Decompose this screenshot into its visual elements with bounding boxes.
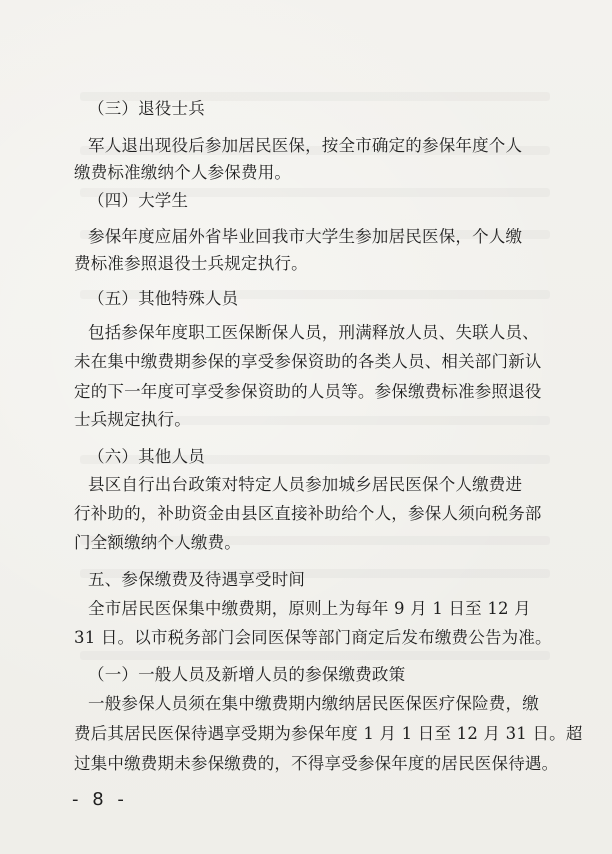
paragraph-line: 包括参保年度职工医保断保人员，刑满释放人员、失联人员、 — [88, 323, 539, 342]
paragraph-line: 士兵规定执行。 — [74, 410, 191, 429]
paragraph-line: 军人退出现役后参加居民医保，按全市确定的参保年度个人 — [88, 136, 523, 155]
paragraph-line: 门全额缴纳个人缴费。 — [74, 533, 241, 552]
background-bleed-through — [80, 651, 550, 660]
paragraph-line: 定的下一年度可享受参保资助的人员等。参保缴费标准参照退役 — [74, 382, 542, 401]
section-heading-others: （六）其他人员 — [88, 447, 205, 466]
paragraph-line: 行补助的，补助资金由县区直接补助给个人，参保人须向税务部 — [74, 504, 542, 523]
page-number: - 8 - — [72, 789, 128, 810]
section-heading-university: （四）大学生 — [88, 191, 189, 210]
paragraph-line: 未在集中缴费期参保的享受参保资助的各类人员、相关部门新认 — [74, 352, 542, 371]
section-heading-timing: 五、参保缴费及待遇享受时间 — [88, 570, 306, 589]
paragraph-line: 31 日。以市税务部门会同医保等部门商定后发布缴费公告为准。 — [74, 628, 552, 647]
paragraph-line: 县区自行出台政策对特定人员参加城乡居民医保个人缴费进 — [88, 475, 523, 494]
paragraph-line: 全市居民医保集中缴费期，原则上为每年 9 月 1 日至 12 月 — [88, 599, 531, 618]
section-heading-general: （一）一般人员及新增人员的参保缴费政策 — [88, 665, 406, 684]
paragraph-line: 缴费标准缴纳个人参保费用。 — [74, 163, 292, 182]
section-heading-special: （五）其他特殊人员 — [88, 289, 239, 308]
paragraph-line: 一般参保人员须在集中缴费期内缴纳居民医保医疗保险费，缴 — [88, 694, 539, 713]
paragraph-line: 参保年度应届外省毕业回我市大学生参加居民医保，个人缴 — [88, 227, 523, 246]
section-heading-veterans: （三）退役士兵 — [88, 99, 205, 118]
paragraph-line: 费标准参照退役士兵规定执行。 — [74, 254, 308, 273]
paragraph-line: 费后其居民医保待遇享受期为参保年度 1 月 1 日至 12 月 31 日。超 — [74, 724, 583, 743]
paragraph-line: 过集中缴费期未参保缴费的，不得享受参保年度的居民医保待遇。 — [74, 754, 559, 773]
